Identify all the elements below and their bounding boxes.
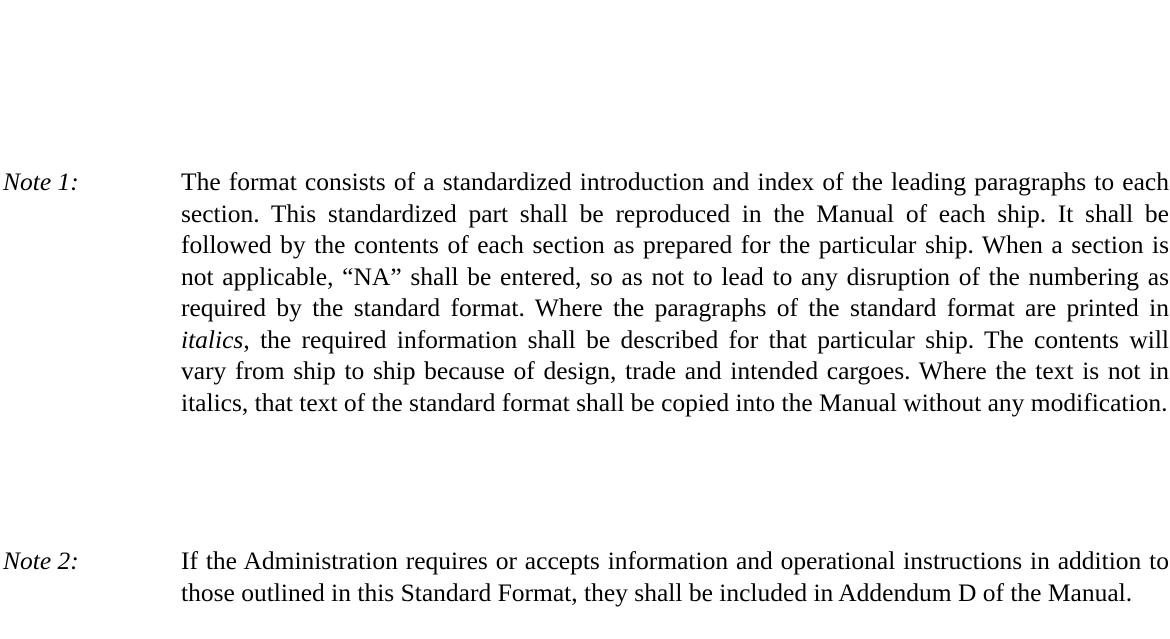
- note-1-paragraph: [181, 166, 1169, 418]
- note-2-label: Note 2:: [3, 546, 79, 575]
- note-1-text-part-1: The format consists of a standardized introduction and index of the leading paragraphs to each section. This standardized part shall be reproduced in the Manual of each ship. It shall be followed by the contents of each section as prepared for the particular ship. When a section is not applicable, “NA” shall be entered, so as not to lead to any disruption of the numbering as required by the standard format. Where the paragraphs of the standard format are printed in: [181, 167, 1169, 322]
- note-1-label: Note 1:: [3, 167, 79, 196]
- note-2-paragraph: [181, 545, 1169, 608]
- note-2-body: [181, 545, 1169, 608]
- note-1-italics-word: italics: [181, 324, 244, 354]
- note-1-body: [181, 166, 1169, 418]
- note-2-text: If the Administration requires or accepts information and operational instructions in addition to those outlined in this Standard Format, they shall be included in Addendum D of the Manual.: [181, 546, 1169, 607]
- note-1-text-part-2: , the required information shall be described for that particular ship. The contents will vary from ship to ship because of design, trade and intended cargoes. Where the text is not in italics, that text of the standard format shall be copied into the Manual without any modification.: [181, 324, 1169, 417]
